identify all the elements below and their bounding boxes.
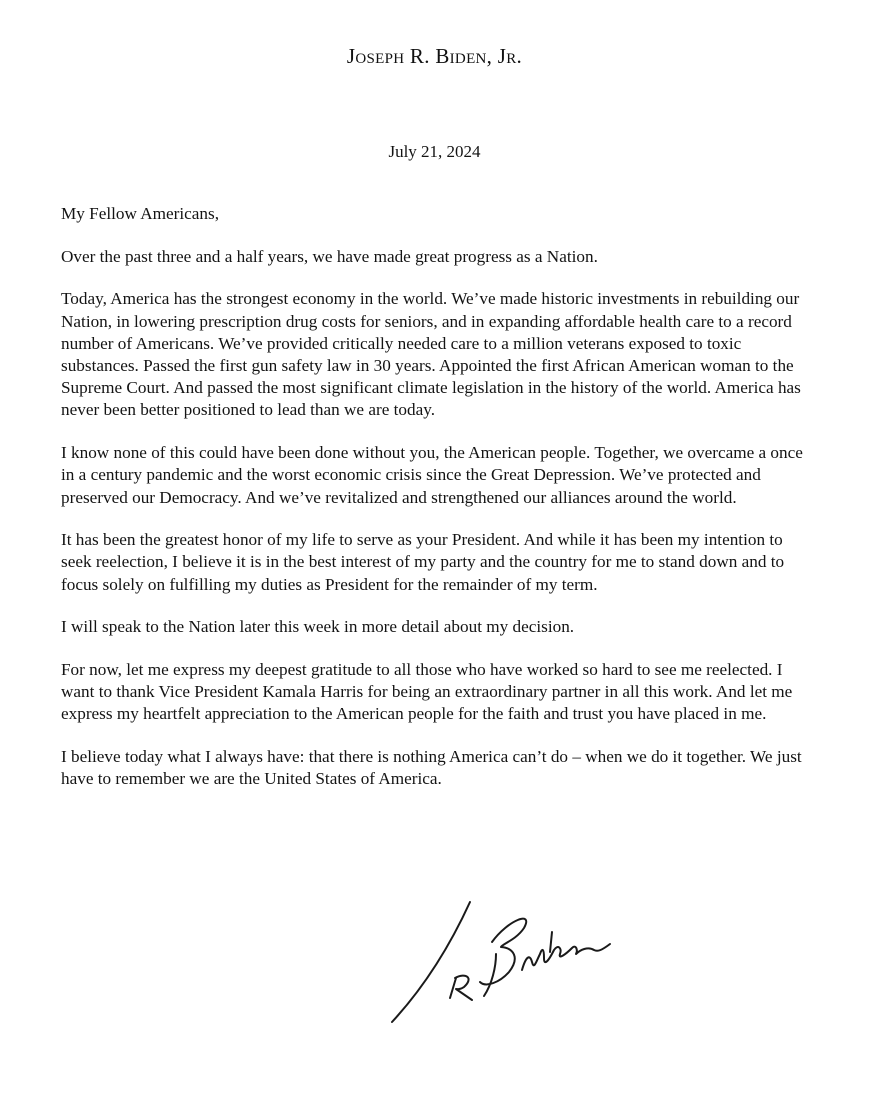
salutation: My Fellow Americans, [61, 204, 220, 223]
paragraph-3: I know none of this could have been done without you, the American people. Together, we overcame a once in a century pandemic and the worst economic crisis since the Great Depression. We’ve protected and preserved our Democracy. And we’ve revitalized and strengthened our alliances around the world. [61, 443, 803, 507]
paragraph-6: For now, let me express my deepest gratitude to all those who have worked so hard to see me reelected. I want to thank Vice President Kamala Harris for being an extraordinary partner in all this work. And let me express my heartfelt appreciation to the American people for the faith and trust you have placed in me. [61, 660, 793, 724]
letterhead-name: Joseph R. Biden, Jr. [346, 44, 523, 68]
paragraph-5: I will speak to the Nation later this week in more detail about my decision. [61, 617, 575, 637]
paragraph-4: It has been the greatest honor of my life to serve as your President. And while it has been my intention to seek reelection, I believe it is in the best interest of my party and the country for me to stand down and to focus solely on fulfilling my duties as President for the remainder of my term. [61, 530, 785, 594]
letter-date: July 21, 2024 [388, 142, 481, 161]
paragraph-1: Over the past three and a half years, we have made great progress as a Nation. [61, 246, 598, 266]
paragraph-2: Today, America has the strongest economy in the world. We’ve made historic investments in rebuilding our Nation, in lowering prescription drug costs for seniors, and in expanding affordable health care to a record number of Americans. We’ve provided critically needed care to a million veterans exposed to toxic substances. Passed the first gun safety law in 30 years. Appointed the first African American woman to the Supreme Court. And passed the most significant climate legislation in the history of the world. America has never been better positioned to lead than we are today. [61, 289, 801, 420]
handwritten-signature [384, 892, 644, 1032]
letter-body [61, 203, 813, 811]
paragraph-7: I believe today what I always have: that there is nothing America can’t do – when we do it together. We just have to remember we are the United States of America. [61, 747, 802, 789]
